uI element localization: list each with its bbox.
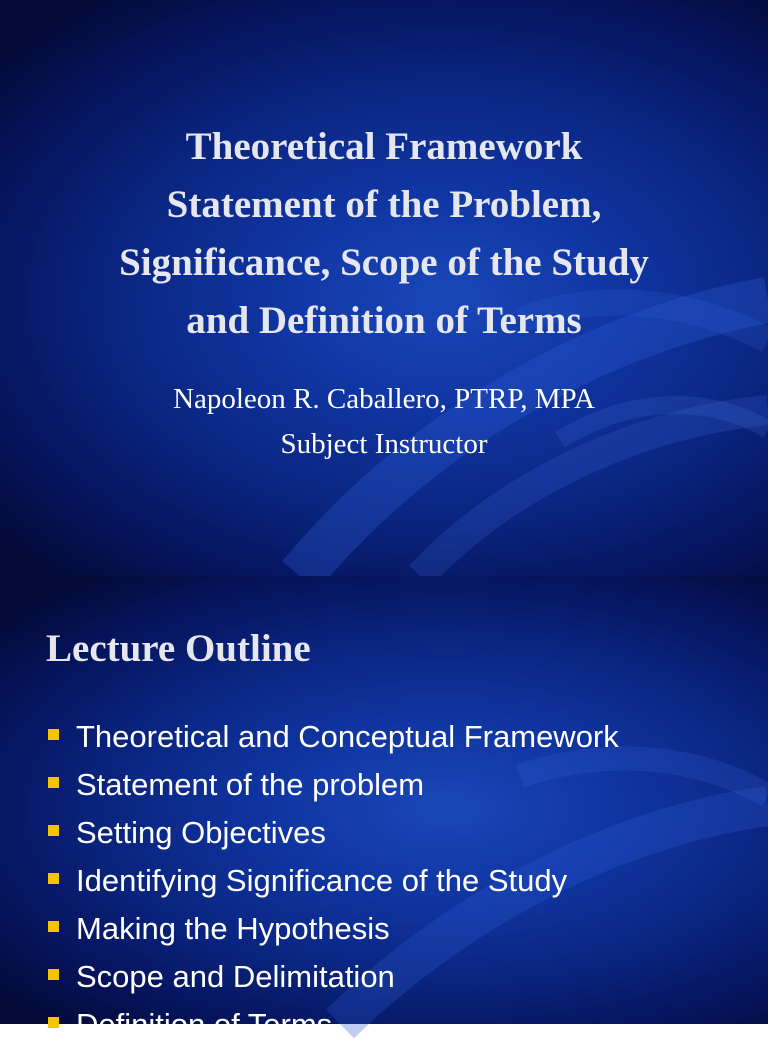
list-item bbox=[46, 809, 619, 857]
bullet-icon bbox=[48, 825, 59, 836]
bullet-icon bbox=[48, 969, 59, 980]
list-item bbox=[46, 1001, 619, 1049]
list-item-label: Setting Objectives bbox=[76, 815, 326, 850]
outline-slide bbox=[0, 576, 768, 1042]
author-name: Napoleon R. Caballero, PTRP, MPA bbox=[173, 383, 595, 415]
title-line: Statement of the Problem, bbox=[166, 183, 602, 226]
bullet-icon bbox=[48, 777, 59, 788]
bullet-icon bbox=[48, 729, 59, 740]
list-item bbox=[46, 905, 619, 953]
list-item bbox=[46, 713, 619, 761]
bullet-icon bbox=[48, 873, 59, 884]
list-item-label: Making the Hypothesis bbox=[76, 911, 390, 946]
author-role: Subject Instructor bbox=[280, 428, 488, 460]
title-line: and Definition of Terms bbox=[186, 299, 582, 342]
slide-title bbox=[20, 118, 748, 350]
bullet-icon bbox=[48, 921, 59, 932]
list-item bbox=[46, 857, 619, 905]
outline-title: Lecture Outline bbox=[46, 627, 311, 670]
list-item-label: Statement of the problem bbox=[76, 767, 425, 802]
bullet-icon bbox=[48, 1017, 59, 1028]
title-line: Theoretical Framework bbox=[185, 125, 583, 168]
list-item-label: Identifying Significance of the Study bbox=[76, 863, 568, 898]
title-line: Significance, Scope of the Study bbox=[119, 241, 649, 284]
list-item bbox=[46, 953, 619, 1001]
outline-list bbox=[46, 713, 619, 1049]
list-item-label: Scope and Delimitation bbox=[76, 959, 395, 994]
list-item-label: Theoretical and Conceptual Framework bbox=[76, 719, 619, 754]
list-item-label: Definition of Terms bbox=[76, 1007, 333, 1042]
list-item bbox=[46, 761, 619, 809]
